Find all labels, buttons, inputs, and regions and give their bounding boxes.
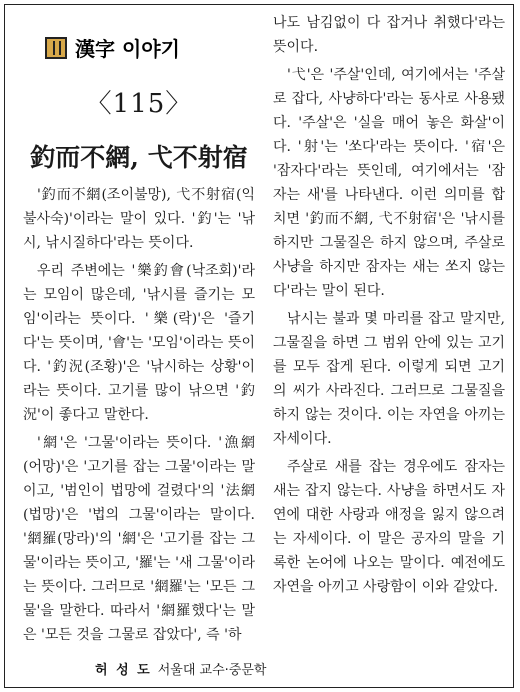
paragraph: '釣而不網(조이불망), 弋不射宿(익불사숙)'이라는 말이 있다. '釣'는 '낚시, 낚시질하다'라는 뜻이다. <box>23 187 255 251</box>
column-header-label: 漢字 이야기 <box>75 37 180 61</box>
left-column-body <box>23 183 255 647</box>
author-affiliation: 서울대 교수·중문학 <box>157 663 267 678</box>
article-title: 釣而不網, 弋不射宿 <box>30 143 248 172</box>
paragraph: 낚시는 불과 몇 마리를 잡고 말지만, 그물질을 하면 그 범위 안에 있는 고기를 모두 잡게 된다. 이렇게 되면 고기의 씨가 사라진다. 그러므로 그물질을 하지 않는 것이다. 이는 자연을 아끼는 자세이다. <box>273 311 505 447</box>
paragraph: 주살로 새를 잡는 경우에도 잠자는 새는 잡지 않는다. 사냥을 하면서도 자연에 대한 사랑과 애정을 잃지 않으려는 자세이다. 이 말은 공자의 말을 기록한 논어에 나오는 말이다. 예전에도 자연을 아끼고 사랑함이 이와 같았다. <box>273 459 505 595</box>
paragraph: 우리 주변에는 '樂釣會(낙조회)'라는 모임이 많은데, '낚시를 즐기는 모임'이라는 뜻이다. '樂(락)'은 '즐기다'는 뜻이며, '會'는 '모임'이라는 뜻이다. '釣況(조황)'은 '낚시하는 상황'이라는 뜻이다. 고기를 많이 낚으면 '釣況'이 좋다고 말한다. <box>23 263 255 423</box>
article-number: 〈115〉 <box>85 89 193 119</box>
author-name: 허 성 도 <box>95 663 152 678</box>
paragraph: '弋'은 '주살'인데, 여기에서는 '주살로 잡다, 사냥하다'라는 동사로 사용됐다. '주살'은 '실을 매어 놓은 화살'이다. '射'는 '쏘다'라는 뜻이다. '宿'은 '잠자다'라는 뜻인데, 여기에서는 '잠자는 새'를 나타낸다. 이런 의미를 합치면 '釣而不網, 弋不射宿'은 '낚시를 하지만 그물질은 하지 않으며, 주살로 사냥을 하지만 잠자는 새는 쏘지 않는다'라는 말이 된다. <box>273 67 505 299</box>
column-header <box>45 33 180 62</box>
byline <box>95 659 266 678</box>
paragraph: 나도 남김없이 다 잡거나 취했다'라는 뜻이다. <box>273 15 505 55</box>
article-page <box>4 4 514 688</box>
paragraph: '網'은 '그물'이라는 뜻이다. '漁網(어망)'은 '고기를 잡는 그물'이라는 말이고, '범인이 법망에 걸렸다'의 '法網(법망)'은 '법의 그물'이라는 말이다. '網羅(망라)'의 '網'은 '고기를 잡는 그물'이라는 뜻이고, '羅'는 '새 그물'이라는 뜻이다. 그러므로 '網羅'는 '모든 그물'을 말한다. 따라서 '網羅했다'는 말은 '모든 것을 그물로 잡았다', 즉 '하 <box>23 435 255 643</box>
book-icon <box>45 37 67 59</box>
right-column-body <box>273 11 505 599</box>
